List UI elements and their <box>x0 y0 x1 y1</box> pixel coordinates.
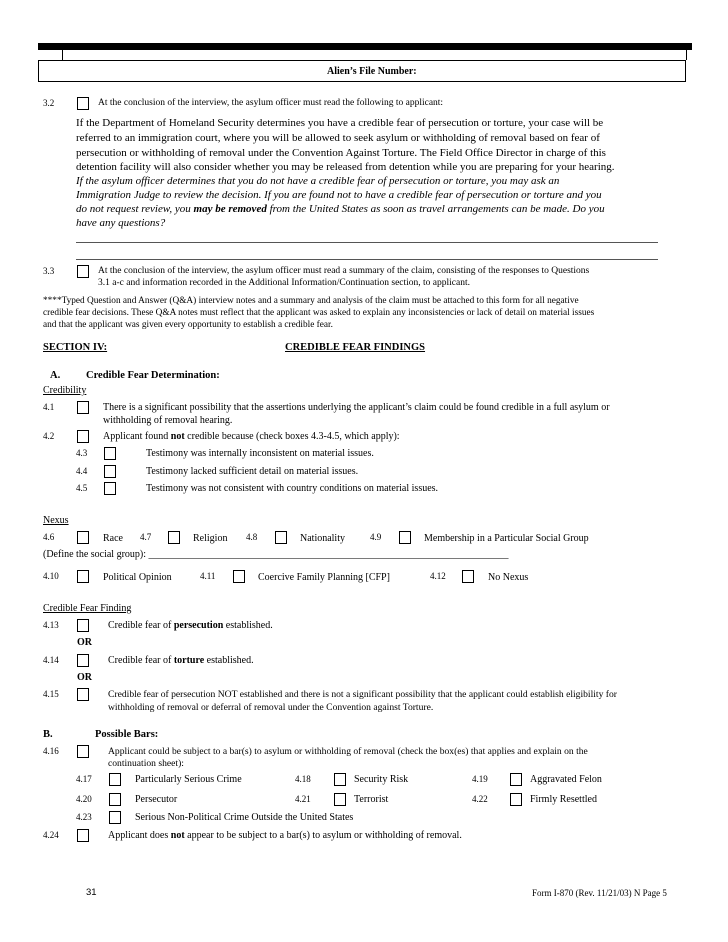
q414-torture: torture <box>173 655 205 666</box>
q418-label: Security Risk <box>354 774 409 785</box>
q413-label-a: Credible fear of <box>108 620 174 631</box>
q414-label-a: Credible fear of <box>108 655 174 666</box>
finding-subheading: Credible Fear Finding <box>43 603 132 614</box>
header-bar-tick-right <box>686 50 687 60</box>
q45-number: 4.5 <box>76 483 88 493</box>
q32-para2-line1: If the asylum officer determines that you do not have a credible fear of persecution or torture, you may ask an <box>76 175 560 187</box>
q416-line1: Applicant could be subject to a bar(s) to asylum or withholding of removal (check the box(es) that applies and explain on the <box>108 746 588 757</box>
q420-label: Persecutor <box>135 794 178 805</box>
q33-number: 3.3 <box>43 266 55 276</box>
q410-number: 4.10 <box>43 571 59 581</box>
q413-label-c: established. <box>223 620 273 631</box>
q47-checkbox[interactable] <box>168 531 180 544</box>
q417-label: Particularly Serious Crime <box>135 774 242 785</box>
q415-checkbox[interactable] <box>77 688 89 701</box>
note-line2: credible fear decisions. These Q&A notes must reflect that the applicant was asked to explain any inconsistencies or lack of detail on material issues <box>43 308 595 318</box>
nexus-subheading: Nexus <box>43 515 69 526</box>
q418-checkbox[interactable] <box>334 773 346 786</box>
part-a-letter: A. <box>50 370 61 381</box>
q413-number: 4.13 <box>43 620 59 630</box>
q411-label: Coercive Family Planning [CFP] <box>258 572 390 583</box>
section-iv-heading: SECTION IV: <box>43 342 108 353</box>
q46-label: Race <box>103 533 123 544</box>
q421-checkbox[interactable] <box>334 793 346 806</box>
q44-text: Testimony lacked sufficient detail on material issues. <box>146 466 359 477</box>
q421-label: Terrorist <box>354 794 389 805</box>
q32-para2-line3c: from the United States as soon as travel arrangements can be made. Do you <box>266 203 605 215</box>
q48-number: 4.8 <box>246 532 258 542</box>
q424-label <box>108 830 462 843</box>
q422-checkbox[interactable] <box>510 793 522 806</box>
q32-text: At the conclusion of the interview, the asylum officer must read the following to applicant: <box>98 98 444 108</box>
q42-text-c: credible because (check boxes 4.3-4.5, which apply): <box>184 431 400 442</box>
q42-not: not <box>170 431 185 442</box>
q32-para1-line3: persecution or withholding of removal under the Convention Against Torture. The Field Office Director in charge of this <box>76 147 606 159</box>
q49-label: Membership in a Particular Social Group <box>424 533 589 544</box>
q424-checkbox[interactable] <box>77 829 89 842</box>
q417-number: 4.17 <box>76 774 92 784</box>
social-group-definition-field[interactable]: (Define the social group): ________________________________________________________________________ <box>43 549 509 560</box>
q419-label: Aggravated Felon <box>530 774 602 785</box>
q424-label-a: Applicant does <box>108 830 171 841</box>
q418-number: 4.18 <box>295 774 311 784</box>
q41-line2: withholding of removal hearing. <box>103 415 233 426</box>
q32-number: 3.2 <box>43 98 55 108</box>
q410-checkbox[interactable] <box>77 570 89 583</box>
q33-line2: 3.1 a-c and information recorded in the Additional Information/Continuation section, to applicant. <box>98 278 470 288</box>
q415-line2: withholding of removal or deferral of removal under the Convention against Torture. <box>108 702 434 713</box>
q44-checkbox[interactable] <box>104 465 116 478</box>
part-b-title: Possible Bars: <box>95 729 159 740</box>
q32-answer-line-1[interactable] <box>76 242 658 243</box>
note-line3: and that the applicant was given every opportunity to establish a credible fear. <box>43 320 333 330</box>
q32-para2-line4: have any questions? <box>76 217 166 229</box>
q416-checkbox[interactable] <box>77 745 89 758</box>
q32-answer-line-2[interactable] <box>76 259 658 260</box>
q420-checkbox[interactable] <box>109 793 121 806</box>
q49-checkbox[interactable] <box>399 531 411 544</box>
q43-checkbox[interactable] <box>104 447 116 460</box>
q424-not: not <box>170 830 185 841</box>
q41-number: 4.1 <box>43 402 55 412</box>
q45-text: Testimony was not consistent with country conditions on material issues. <box>146 483 439 494</box>
q414-number: 4.14 <box>43 655 59 665</box>
q44-number: 4.4 <box>76 466 88 476</box>
alien-file-number-label: Alien’s File Number: <box>327 66 417 77</box>
credibility-subheading: Credibility <box>43 385 87 396</box>
q411-number: 4.11 <box>200 571 216 581</box>
q413-persecution: persecution <box>173 620 224 631</box>
q423-number: 4.23 <box>76 812 92 822</box>
q423-label: Serious Non-Political Crime Outside the United States <box>135 812 354 823</box>
q42-text-a: Applicant found <box>103 431 171 442</box>
q48-checkbox[interactable] <box>275 531 287 544</box>
q416-number: 4.16 <box>43 746 59 756</box>
q412-label: No Nexus <box>488 572 529 583</box>
part-b-letter: B. <box>43 729 53 740</box>
q414-label-c: established. <box>204 655 254 666</box>
q46-checkbox[interactable] <box>77 531 89 544</box>
q33-checkbox[interactable] <box>77 265 89 278</box>
form-identifier: Form I-870 (Rev. 11/21/03) N Page 5 <box>532 888 667 898</box>
q415-line1: Credible fear of persecution NOT established and there is not a significant possibility that the applicant could establish eligibility for <box>108 689 617 700</box>
q42-checkbox[interactable] <box>77 430 89 443</box>
q32-para1-line2: referred to an immigration court, where you will be allowed to seek asylum or withholding of removal based on fear of <box>76 132 600 144</box>
header-top-bar <box>38 43 692 50</box>
q412-number: 4.12 <box>430 571 446 581</box>
q32-para2-line3a: do not request review, you <box>76 203 194 215</box>
q32-para2-line2: Immigration Judge to review the decision. If you are found not to have a credible fear of persecution or torture and you <box>76 189 602 201</box>
q412-checkbox[interactable] <box>462 570 474 583</box>
q32-para1-line4: detention facility will also consider whether you may be released from detention while you are preparing for your hearing. <box>76 161 615 173</box>
page-number: 31 <box>86 887 97 898</box>
q32-para2-line3 <box>76 203 605 217</box>
q45-checkbox[interactable] <box>104 482 116 495</box>
q415-number: 4.15 <box>43 689 59 699</box>
q417-checkbox[interactable] <box>109 773 121 786</box>
q42-text <box>103 431 400 444</box>
q421-number: 4.21 <box>295 794 311 804</box>
q42-number: 4.2 <box>43 431 55 441</box>
q48-label: Nationality <box>300 533 345 544</box>
q43-text: Testimony was internally inconsistent on material issues. <box>146 448 374 459</box>
q43-number: 4.3 <box>76 448 88 458</box>
q416-line2: continuation sheet): <box>108 758 184 769</box>
q46-number: 4.6 <box>43 532 55 542</box>
credible-fear-findings-heading: CREDIBLE FEAR FINDINGS <box>285 342 426 353</box>
q41-line1: There is a significant possibility that the assertions underlying the applicant’s claim could be found credible in a full asylum or <box>103 402 610 413</box>
q47-label: Religion <box>193 533 228 544</box>
q422-label: Firmly Resettled <box>530 794 597 805</box>
q32-may-be-removed: may be removed <box>193 203 267 215</box>
q32-para1-line1: If the Department of Homeland Security determines you have a credible fear of persecution or torture, your case will be <box>76 117 604 129</box>
q33-line1: At the conclusion of the interview, the asylum officer must read a summary of the claim, consisting of the responses to Questions <box>98 266 590 276</box>
q49-number: 4.9 <box>370 532 382 542</box>
q410-label: Political Opinion <box>103 572 172 583</box>
note-line1: ****Typed Question and Answer (Q&A) interview notes and a summary and analysis of the claim must be attached to this form for all negative <box>43 296 579 306</box>
part-a-title: Credible Fear Determination: <box>86 370 220 381</box>
q424-label-c: appear to be subject to a bar(s) to asylum or withholding of removal. <box>184 830 462 841</box>
q420-number: 4.20 <box>76 794 92 804</box>
q423-checkbox[interactable] <box>109 811 121 824</box>
or-separator-2: OR <box>77 672 92 683</box>
header-bar-tick-left <box>62 50 63 60</box>
q424-number: 4.24 <box>43 830 59 840</box>
q413-checkbox[interactable] <box>77 619 89 632</box>
q419-number: 4.19 <box>472 774 488 784</box>
q414-label <box>108 655 254 668</box>
q41-checkbox[interactable] <box>77 401 89 414</box>
or-separator-1: OR <box>77 637 92 648</box>
q414-checkbox[interactable] <box>77 654 89 667</box>
q32-checkbox[interactable] <box>77 97 89 110</box>
q419-checkbox[interactable] <box>510 773 522 786</box>
q47-number: 4.7 <box>140 532 152 542</box>
q411-checkbox[interactable] <box>233 570 245 583</box>
q422-number: 4.22 <box>472 794 488 804</box>
q413-label <box>108 620 273 633</box>
